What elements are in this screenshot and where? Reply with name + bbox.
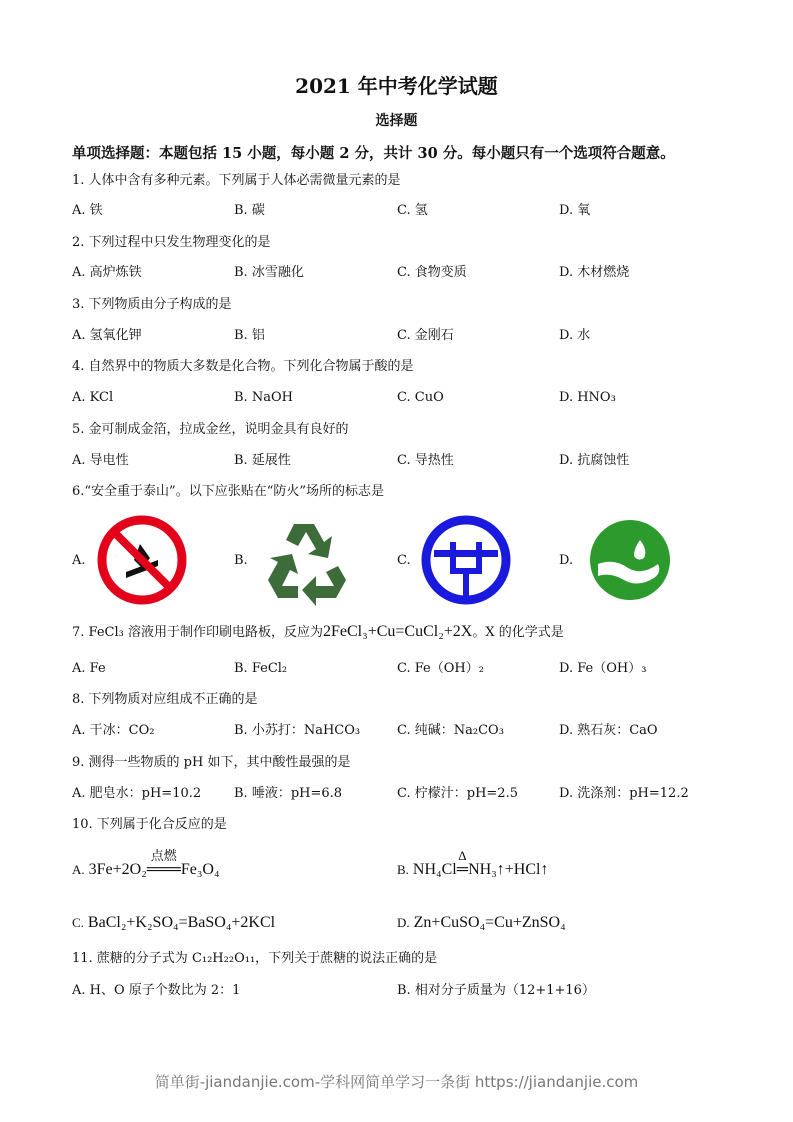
equation-reactants: 3Fe+2O₂ <box>88 861 147 878</box>
question-4-option-a: A. KCl <box>72 390 114 405</box>
question-7-option-d: D. Fe（OH）₃ <box>559 661 647 676</box>
equation-reactants: NH₄Cl <box>412 861 457 878</box>
question-5-option-a: A. 导电性 <box>72 453 129 468</box>
question-10-option-c <box>72 915 275 931</box>
question-5-option-d: D. 抗腐蚀性 <box>559 453 630 468</box>
question-10-option-d <box>397 915 566 931</box>
question-4-option-c: C. CuO <box>397 390 444 405</box>
question-8-option-c: C. 纯碱：Na₂CO₃ <box>397 723 504 738</box>
question-7-stem-end: 。X 的化学式是 <box>472 625 564 640</box>
question-3-stem: 3. 下列物质由分子构成的是 <box>72 297 232 312</box>
question-7-option-a: A. Fe <box>72 661 106 676</box>
question-7-equation: 2FeCl₃+Cu=CuCl₂+2X <box>323 623 473 640</box>
question-11-option-b: B. 相对分子质量为（12+1+16） <box>397 983 595 998</box>
question-3-option-a: A. 氢氧化钾 <box>72 328 142 343</box>
question-9-stem: 9. 测得一些物质的 pH 如下，其中酸性最强的是 <box>72 755 351 770</box>
question-11-option-a: A. H、O 原子个数比为 2：1 <box>72 983 241 998</box>
blue-safety-sign-icon <box>420 514 512 606</box>
footer-watermark: 简单街-jiandanjie.com-学科网简单学习一条街 https://jiandanjie.com <box>154 1073 639 1091</box>
no-fire-sign-icon <box>96 514 188 606</box>
question-9-option-b: B. 唾液：pH=6.8 <box>234 786 343 801</box>
equals-sign: ═══ <box>146 861 181 878</box>
recycle-sign-icon <box>258 514 350 606</box>
reaction-condition: 点燃 <box>150 848 177 863</box>
question-2-option-d: D. 木材燃烧 <box>559 265 630 280</box>
option-label: B. <box>397 862 409 877</box>
question-5-stem: 5. 金可制成金箔，拉成金丝，说明金具有良好的 <box>72 422 349 437</box>
question-1-option-c: C. 氢 <box>397 203 428 218</box>
question-2-option-b: B. 冰雪融化 <box>234 265 304 280</box>
section-instruction: 单项选择题：本题包括 15 小题，每小题 2 分，共计 30 分。每小题只有一个选项符合题意。 <box>72 145 675 162</box>
question-9-option-d: D. 洗涤剂：pH=12.2 <box>559 786 689 801</box>
question-2-stem: 2. 下列过程中只发生物理变化的是 <box>72 235 271 250</box>
option-label: D. <box>397 915 410 930</box>
question-6-option-c: C. <box>397 553 411 568</box>
equation-products: NH₃↑+HCl↑ <box>468 861 549 878</box>
equation: BaCl₂+K₂SO₄=BaSO₄+2KCl <box>87 914 276 931</box>
section-heading: 选择题 <box>375 113 418 129</box>
reaction-condition: Δ <box>458 848 467 863</box>
question-9-option-c: C. 柠檬汁：pH=2.5 <box>397 786 518 801</box>
question-4-option-d: D. HNO₃ <box>559 390 616 405</box>
question-3-option-d: D. 水 <box>559 328 591 343</box>
question-1-option-d: D. 氧 <box>559 203 591 218</box>
question-10-option-b <box>397 848 549 878</box>
equals-sign: ═ <box>456 861 469 878</box>
question-6-option-d: D. <box>559 553 574 568</box>
question-6-option-b: B. <box>234 553 248 568</box>
question-4-stem: 4. 自然界中的物质大多数是化合物。下列化合物属于酸的是 <box>72 359 414 374</box>
question-7-option-c: C. Fe（OH）₂ <box>397 661 484 676</box>
question-3-option-c: C. 金刚石 <box>397 328 454 343</box>
question-5-option-c: C. 导热性 <box>397 453 454 468</box>
question-4-option-b: B. NaOH <box>234 390 293 405</box>
question-2-option-c: C. 食物变质 <box>397 265 467 280</box>
question-8-stem: 8. 下列物质对应组成不正确的是 <box>72 692 258 707</box>
equation-products: Fe₃O₄ <box>180 861 220 878</box>
water-saving-sign-icon <box>584 514 676 606</box>
question-7-stem: 7. FeCl₃ 溶液用于制作印刷电路板，反应为 <box>72 625 323 640</box>
option-label: A. <box>72 862 85 877</box>
question-3-option-b: B. 铝 <box>234 328 265 343</box>
question-11-stem: 11. 蔗糖的分子式为 C₁₂H₂₂O₁₁，下列关于蔗糖的说法正确的是 <box>72 951 438 966</box>
question-1-option-b: B. 碳 <box>234 203 265 218</box>
question-6-option-a: A. <box>72 553 86 568</box>
question-2-option-a: A. 高炉炼铁 <box>72 265 142 280</box>
question-1-stem: 1. 人体中含有多种元素。下列属于人体必需微量元素的是 <box>72 173 401 188</box>
question-8-option-d: D. 熟石灰：CaO <box>559 723 658 738</box>
question-10-stem: 10. 下列属于化合反应的是 <box>72 817 227 832</box>
question-6-stem: 6.“安全重于泰山”。以下应张贴在“防火”场所的标志是 <box>72 484 384 499</box>
question-7 <box>72 624 564 641</box>
equation: Zn+CuSO₄=Cu+ZnSO₄ <box>413 914 566 931</box>
question-9-option-a: A. 肥皂水：pH=10.2 <box>72 786 202 801</box>
question-8-option-b: B. 小苏打：NaHCO₃ <box>234 723 361 738</box>
question-1-option-a: A. 铁 <box>72 203 103 218</box>
question-5-option-b: B. 延展性 <box>234 453 291 468</box>
question-7-option-b: B. FeCl₂ <box>234 661 288 676</box>
question-8-option-a: A. 干冰：CO₂ <box>72 723 155 738</box>
page-title: 2021 年中考化学试题 <box>295 74 498 98</box>
option-label: C. <box>72 915 84 930</box>
question-10-option-a <box>72 848 220 878</box>
